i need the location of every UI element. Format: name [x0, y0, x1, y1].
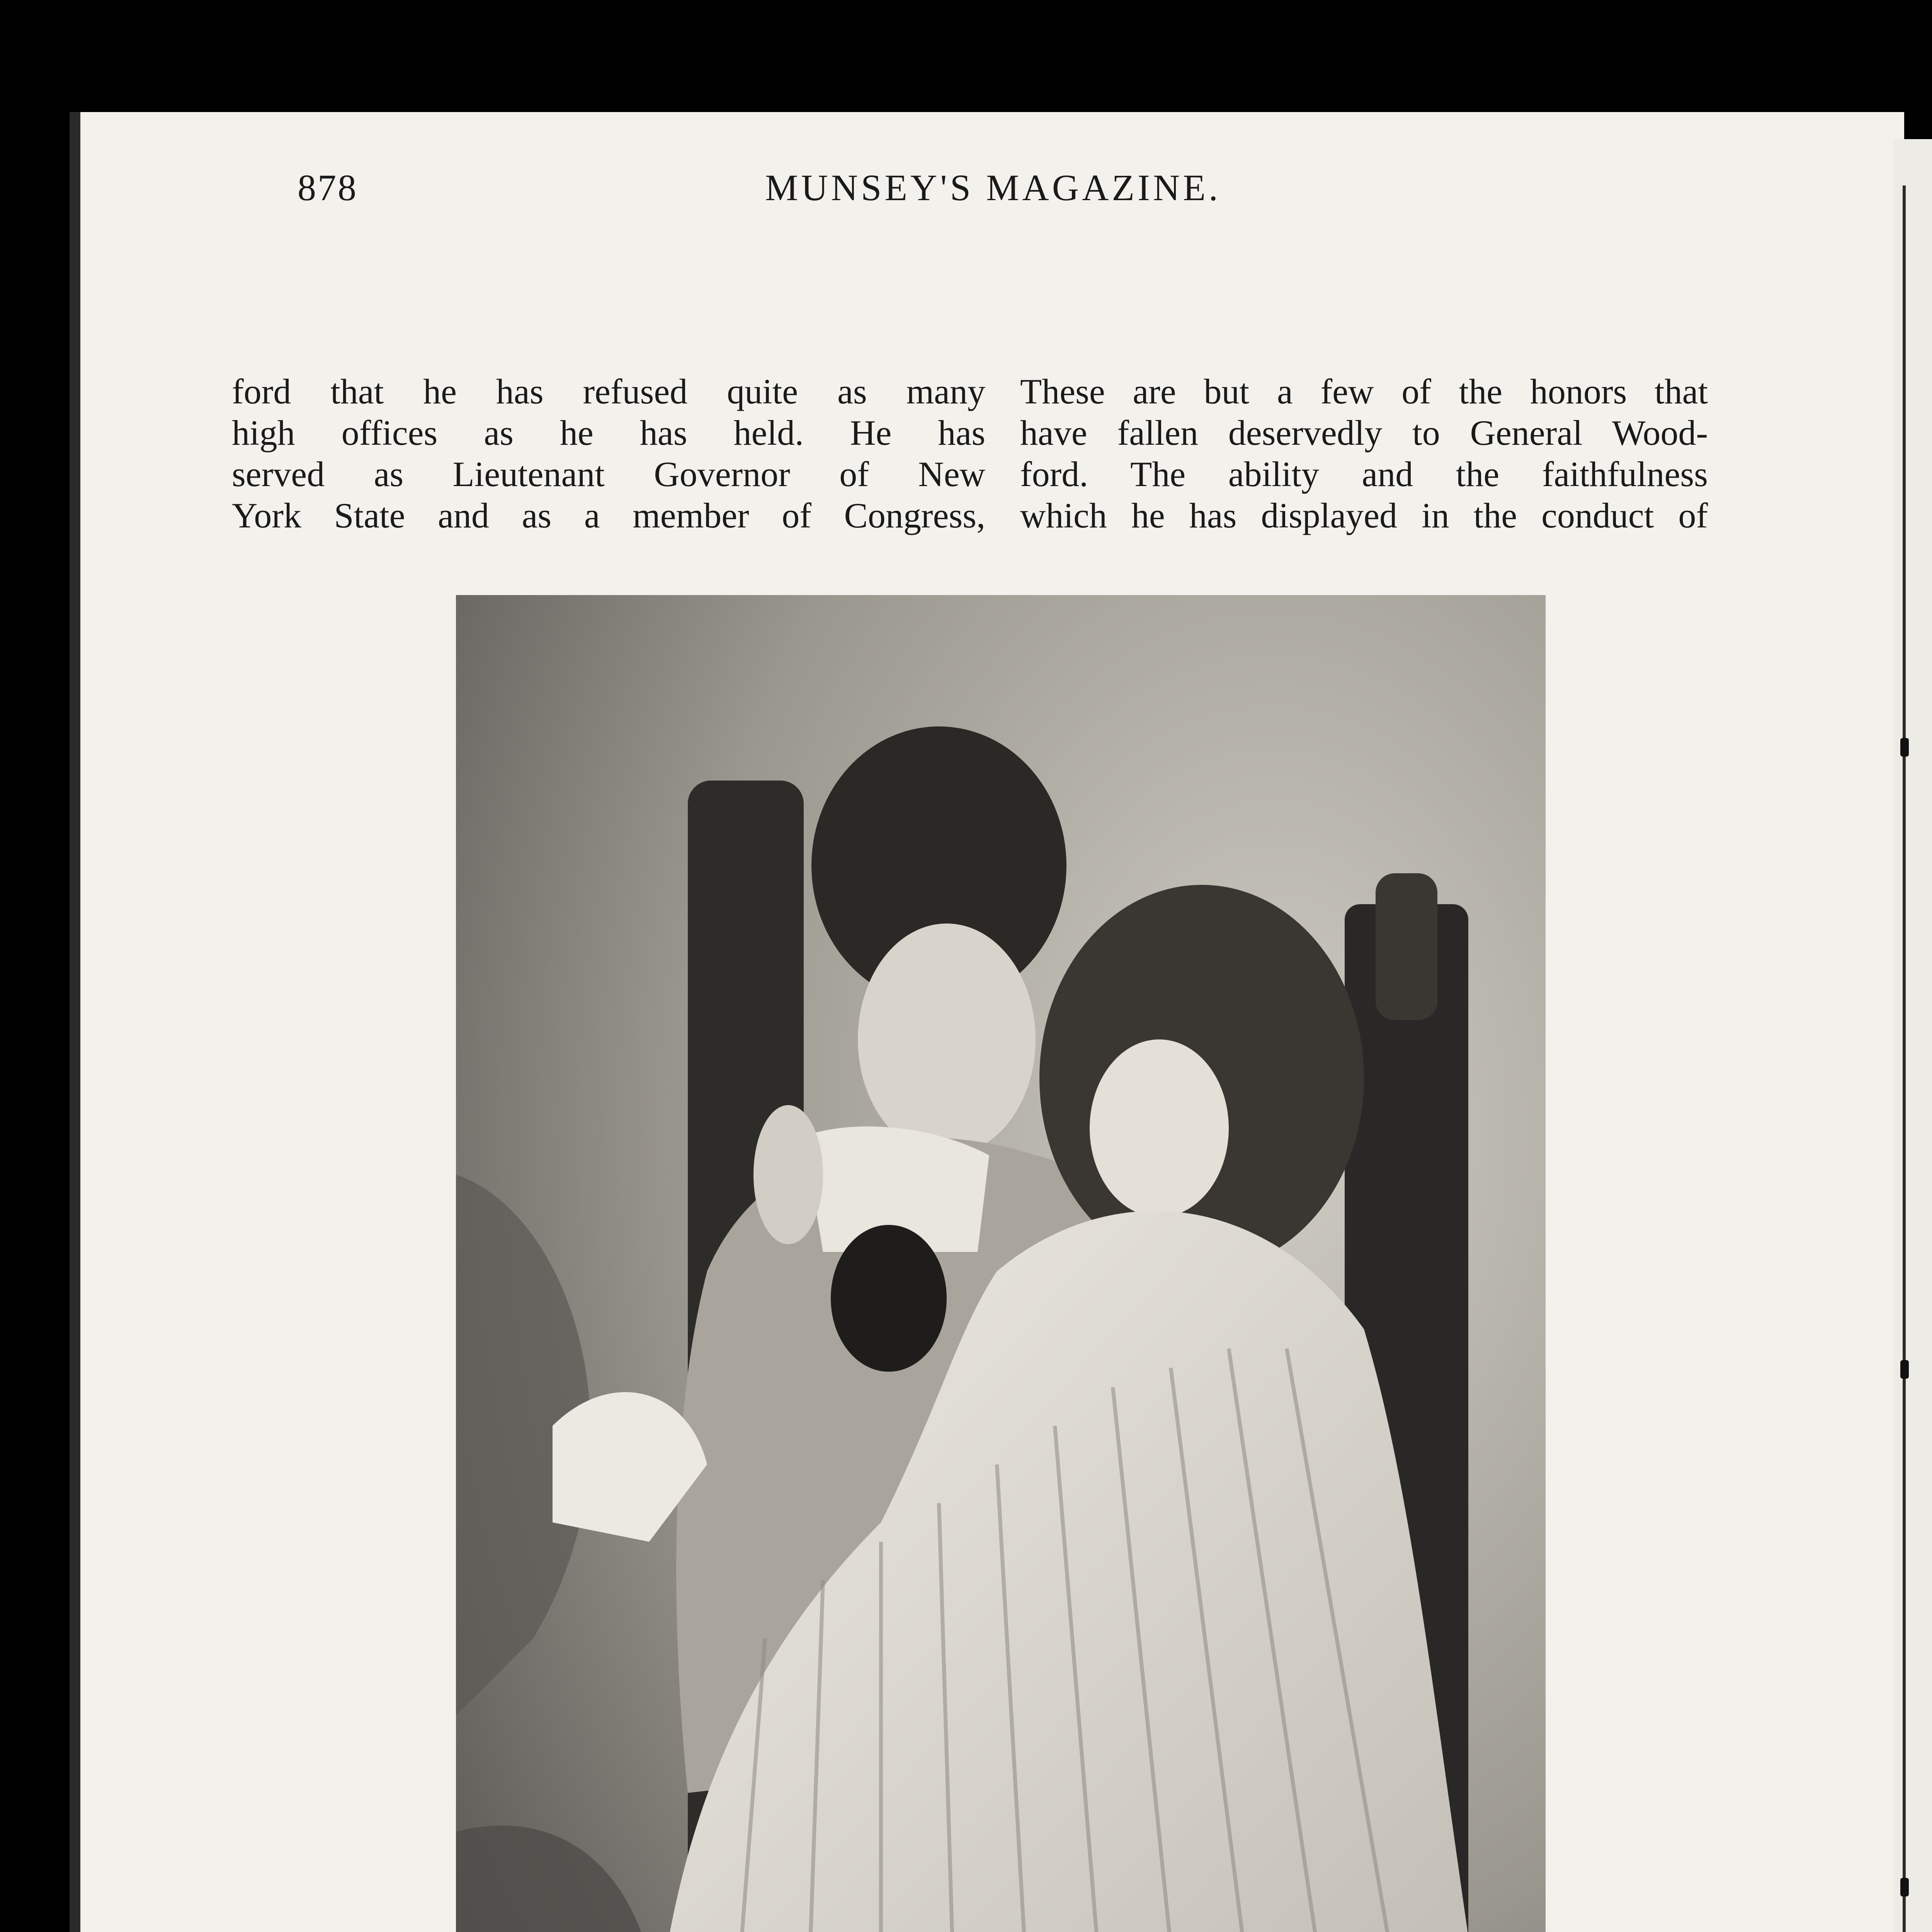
portrait-photograph	[456, 595, 1546, 1932]
text-line: ford. The ability and the faithfulness	[1020, 454, 1708, 494]
running-header	[232, 166, 1777, 220]
column-top-left	[232, 371, 985, 536]
text-line: high offices as he has held. He has	[232, 413, 985, 452]
text-line: which he has displayed in the conduct of	[1020, 496, 1708, 535]
facing-page-edge	[1893, 139, 1932, 1932]
text-line: served as Lieutenant Governor of New	[232, 454, 985, 494]
text-line: ford that he has refused quite as many	[232, 372, 985, 411]
magazine-title: MUNSEY'S MAGAZINE.	[765, 167, 1221, 208]
edge-mark	[1900, 1878, 1909, 1896]
edge-mark	[1900, 738, 1909, 757]
page-edge-line	[1903, 185, 1906, 1932]
column-top-right	[1020, 371, 1708, 536]
text-line: These are but a few of the honors that	[1020, 372, 1708, 411]
text-line: have fallen deservedly to General Wood-	[1020, 413, 1708, 452]
page-number: 878	[298, 167, 358, 208]
edge-mark	[1900, 1360, 1909, 1379]
text-line: York State and as a member of Congress,	[232, 496, 985, 535]
